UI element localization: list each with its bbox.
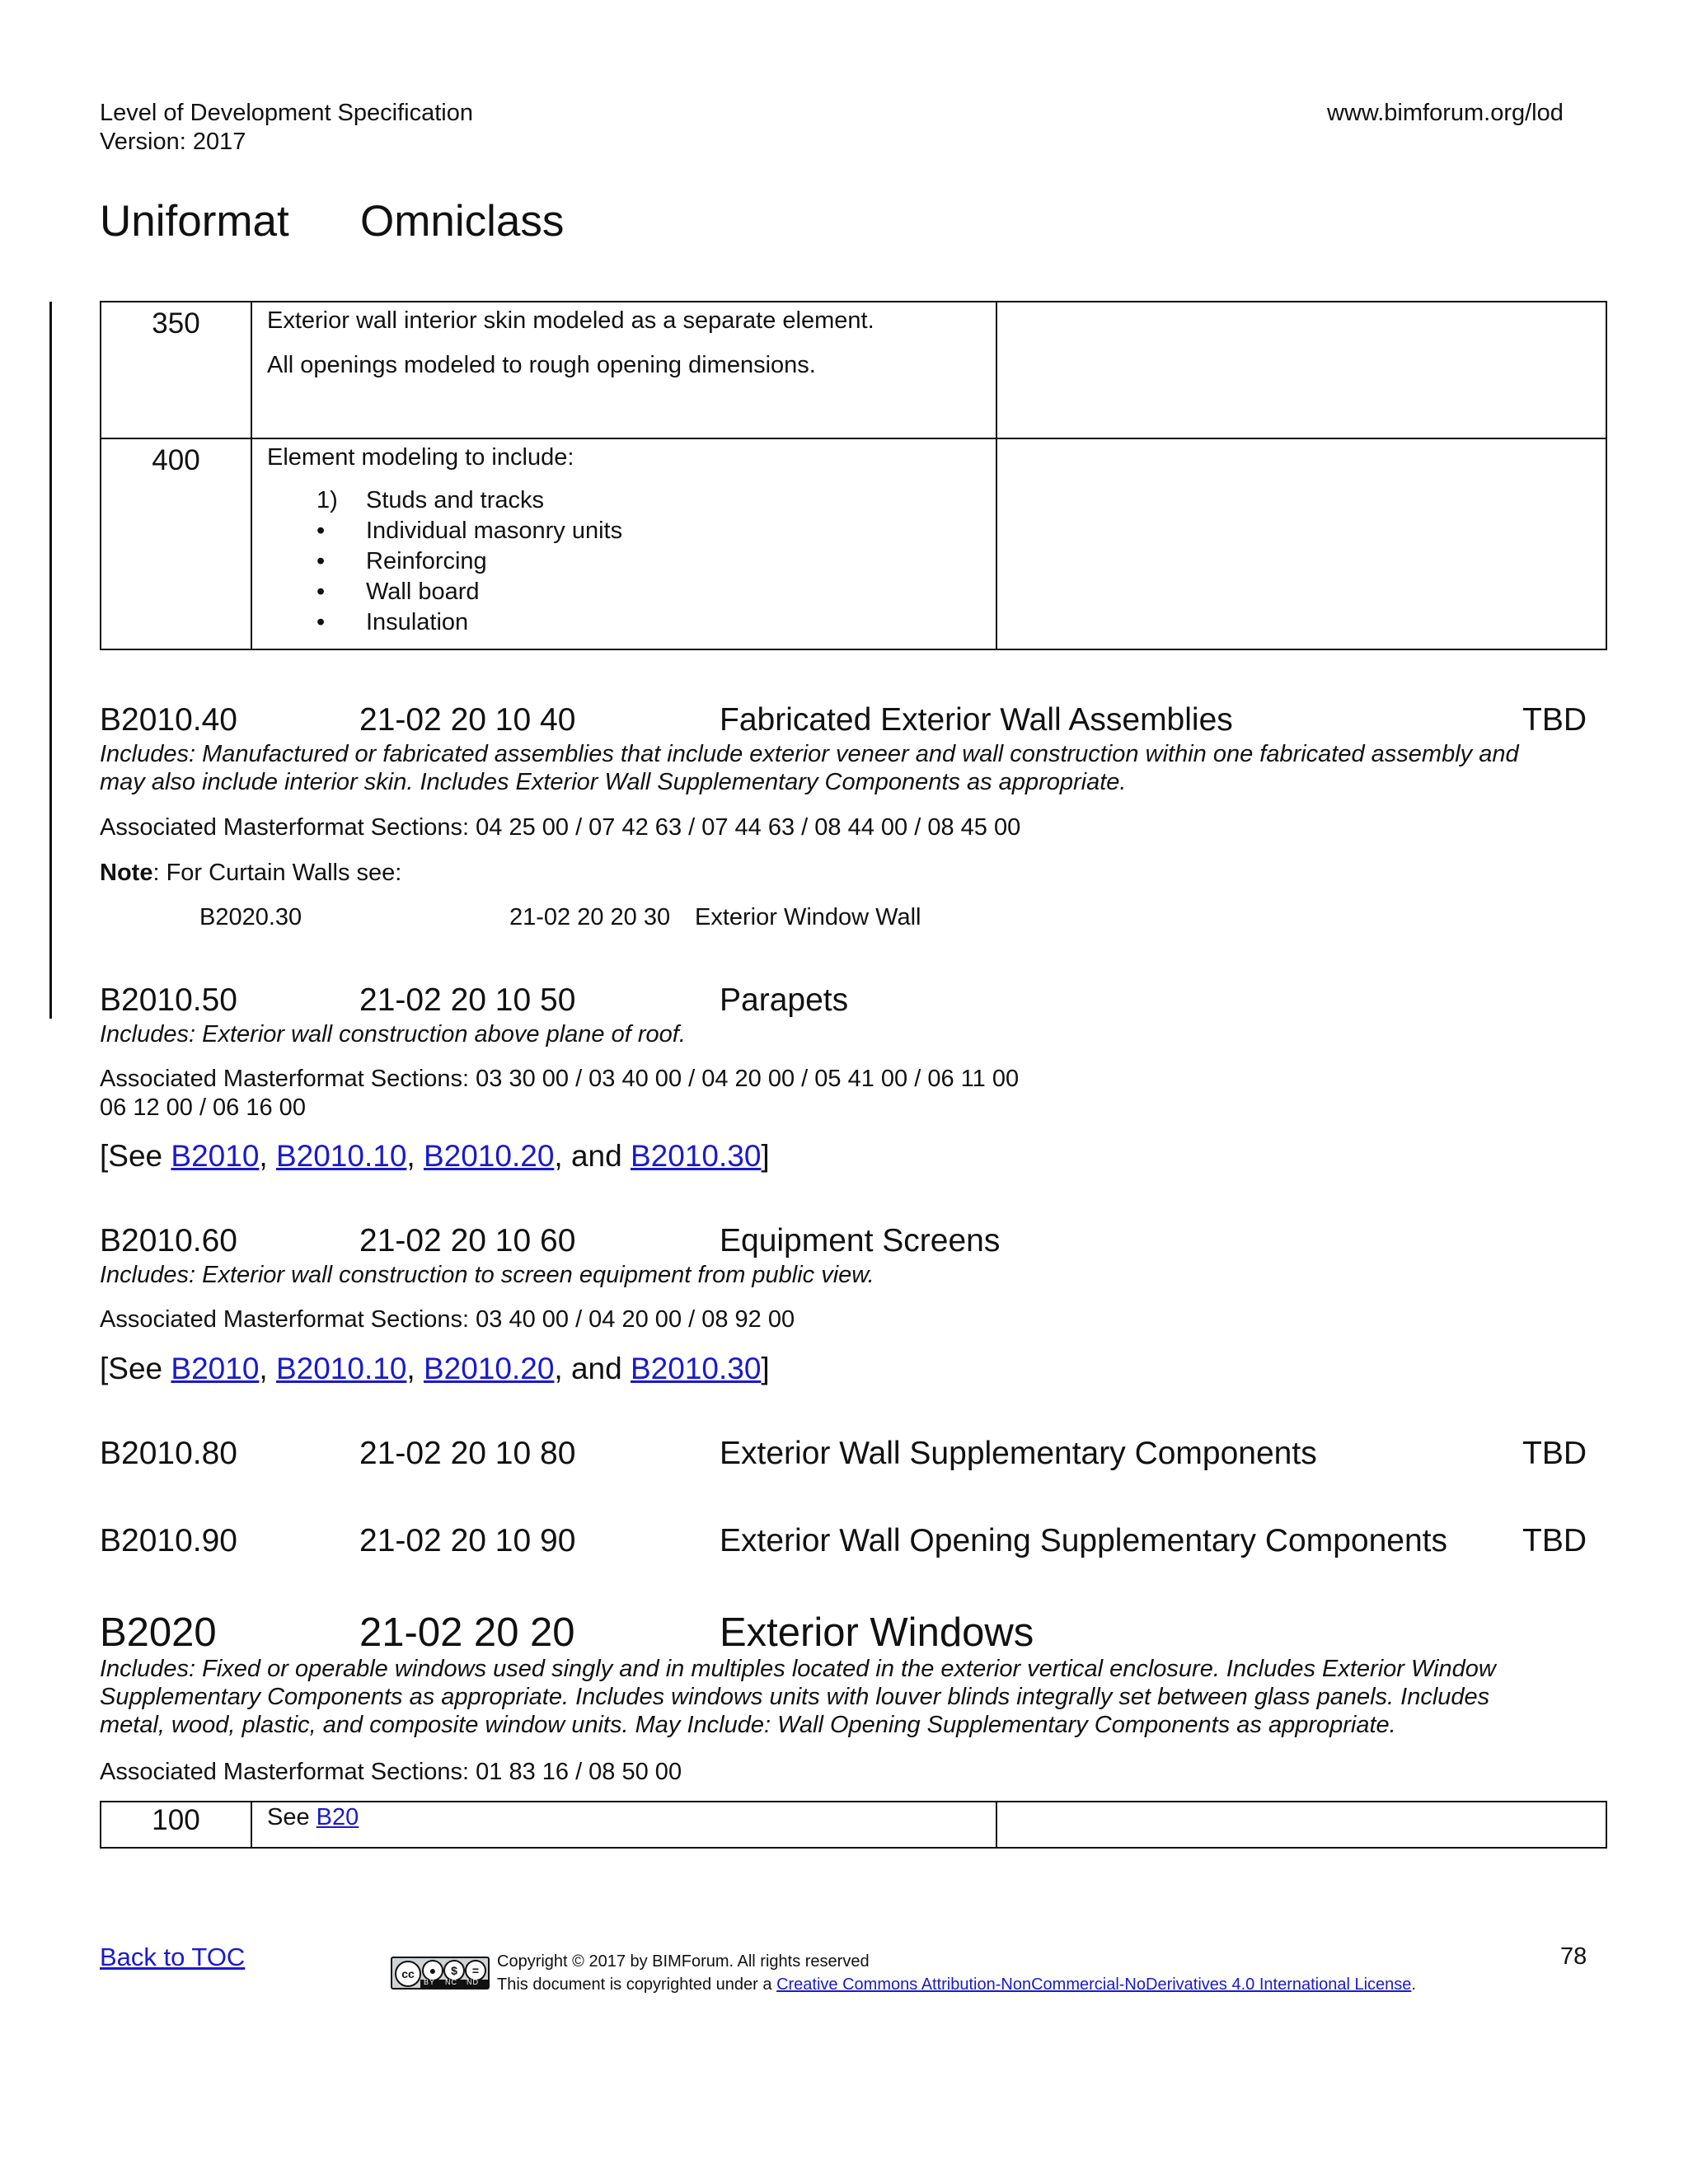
lod-notes-cell xyxy=(996,302,1606,438)
section-status: TBD xyxy=(1522,702,1587,738)
document-version: Version: 2017 xyxy=(100,129,246,155)
includes-line: Includes: Fixed or operable windows used singly and in multiples located in the exterior vertical enclosure. Includes Exterior Window xyxy=(100,1656,1496,1682)
list-item xyxy=(267,577,981,607)
section-title: Fabricated Exterior Wall Assemblies xyxy=(720,702,1233,738)
lod-table-bottom xyxy=(100,1801,1607,1849)
copyright-text: Copyright © 2017 by BIMForum. All rights reserved xyxy=(497,1952,870,1971)
masterformat-sections: Associated Masterformat Sections: 03 30 00 / 03 40 00 / 04 20 00 / 05 41 00 / 06 11 00 xyxy=(100,1066,1020,1092)
lod-description xyxy=(251,302,996,438)
note xyxy=(100,859,401,887)
see-also xyxy=(100,1352,770,1386)
separator: , and xyxy=(554,1352,631,1385)
list-text: Wall board xyxy=(366,579,480,605)
section-status: TBD xyxy=(1522,1523,1587,1558)
section-status: TBD xyxy=(1522,1436,1587,1471)
section-omniclass: 21-02 20 20 xyxy=(359,1610,575,1655)
cc-icon: cc xyxy=(395,1961,421,1987)
noderivatives-icon: = xyxy=(465,1960,486,1981)
link-b20[interactable]: B20 xyxy=(316,1804,359,1830)
bullet-icon: • xyxy=(316,518,326,544)
lod-notes-cell xyxy=(996,438,1606,649)
note-ref-code: B2020.30 xyxy=(199,904,302,930)
table-row xyxy=(101,438,1606,649)
badge-label: BY xyxy=(424,1978,436,1986)
includes-line: metal, wood, plastic, and composite window units. May Include: Wall Opening Supplementary Components as appropriate. xyxy=(100,1712,1396,1738)
license-link[interactable]: Creative Commons Attribution-NonCommercial-NoDerivatives 4.0 International License xyxy=(776,1975,1412,1994)
list-text: Individual masonry units xyxy=(366,518,623,544)
lod-level: 100 xyxy=(101,1802,251,1848)
note-text: : For Curtain Walls see: xyxy=(152,860,402,886)
document-title: Level of Development Specification xyxy=(100,100,473,126)
badge-label: ND xyxy=(467,1978,479,1986)
section-omniclass: 21-02 20 10 50 xyxy=(359,982,576,1018)
section-code: B2010.50 xyxy=(100,982,237,1018)
list-marker: 1) xyxy=(316,487,338,513)
creative-commons-badge[interactable] xyxy=(391,1957,490,1990)
separator: , and xyxy=(554,1139,631,1173)
list-item xyxy=(267,516,981,546)
back-to-toc-link[interactable]: Back to TOC xyxy=(100,1943,246,1971)
list-text: Insulation xyxy=(366,609,469,635)
see-open: [See xyxy=(100,1352,171,1385)
see-also xyxy=(100,1139,770,1174)
section-includes: Includes: Exterior wall construction above plane of roof. xyxy=(100,1021,686,1047)
link-b2010-20[interactable]: B2010.20 xyxy=(423,1139,555,1173)
see-close: ] xyxy=(761,1139,770,1173)
section-title: Exterior Wall Opening Supplementary Components xyxy=(720,1523,1447,1558)
column-heading-uniformat: Uniformat xyxy=(100,197,289,246)
link-b2010-10[interactable]: B2010.10 xyxy=(275,1139,407,1173)
section-code: B2010.40 xyxy=(100,702,237,738)
section-omniclass: 21-02 20 10 60 xyxy=(359,1223,576,1258)
section-includes xyxy=(100,740,1608,796)
separator: , xyxy=(406,1352,424,1385)
section-title: Parapets xyxy=(720,982,849,1018)
includes-line: may also include interior skin. Includes Exterior Wall Supplementary Components as appropriate. xyxy=(100,769,1127,795)
masterformat-sections: Associated Masterformat Sections: 03 40 00 / 04 20 00 / 08 92 00 xyxy=(100,1306,795,1333)
separator: , xyxy=(259,1139,276,1173)
section-title: Equipment Screens xyxy=(720,1223,1001,1258)
link-b2010[interactable]: B2010 xyxy=(171,1352,260,1385)
see-close: ] xyxy=(761,1352,770,1385)
section-omniclass: 21-02 20 10 90 xyxy=(359,1523,576,1558)
section-includes xyxy=(100,1655,1608,1739)
list-text: Reinforcing xyxy=(366,548,487,574)
note-ref-omniclass: 21-02 20 20 30 xyxy=(509,904,671,930)
bullet-icon: • xyxy=(316,548,326,574)
lod-level: 350 xyxy=(101,302,251,438)
table-row xyxy=(101,302,1606,438)
link-b2010[interactable]: B2010 xyxy=(171,1139,260,1173)
license-text xyxy=(497,1974,1416,1995)
header-url: www.bimforum.org/lod xyxy=(1327,100,1564,126)
lod-level: 400 xyxy=(101,438,251,649)
description-line: Element modeling to include: xyxy=(267,444,574,471)
section-title: Exterior Wall Supplementary Components xyxy=(720,1436,1317,1471)
includes-line: Includes: Manufactured or fabricated assemblies that include exterior veneer and wall construction within one fabricated assembly and xyxy=(100,741,1519,767)
masterformat-sections: Associated Masterformat Sections: 04 25 00 / 07 42 63 / 07 44 63 / 08 44 00 / 08 45 00 xyxy=(100,814,1021,841)
attribution-icon: ● xyxy=(422,1960,443,1981)
link-b2010-30[interactable]: B2010.30 xyxy=(630,1139,762,1173)
link-b2010-30[interactable]: B2010.30 xyxy=(630,1352,762,1385)
lod-description xyxy=(251,1802,996,1848)
link-b2010-10[interactable]: B2010.10 xyxy=(275,1352,407,1385)
column-heading-omniclass: Omniclass xyxy=(360,197,565,246)
lod-description xyxy=(251,438,996,649)
bullet-icon: • xyxy=(316,579,326,605)
link-b2010-20[interactable]: B2010.20 xyxy=(423,1352,555,1385)
includes-line: Supplementary Components as appropriate. Includes windows units with louver blinds integrally set between glass panels. Includes xyxy=(100,1684,1490,1710)
section-code: B2020 xyxy=(100,1610,217,1655)
license-strip xyxy=(420,1980,488,1988)
section-includes: Includes: Exterior wall construction to screen equipment from public view. xyxy=(100,1262,874,1288)
note-label: Note xyxy=(100,860,153,886)
masterformat-sections-cont: 06 12 00 / 06 16 00 xyxy=(100,1094,306,1121)
list-item xyxy=(267,546,981,577)
list-item xyxy=(267,607,981,638)
list-item xyxy=(267,485,981,516)
lod-notes-cell xyxy=(996,1802,1606,1848)
section-title: Exterior Windows xyxy=(720,1610,1034,1655)
section-omniclass: 21-02 20 10 40 xyxy=(359,702,576,738)
separator: , xyxy=(406,1139,424,1173)
change-bar xyxy=(49,302,52,1019)
badge-label: NC xyxy=(445,1978,457,1986)
license-suffix: . xyxy=(1411,1975,1416,1994)
separator: , xyxy=(259,1352,276,1385)
masterformat-sections: Associated Masterformat Sections: 01 83 16 / 08 50 00 xyxy=(100,1759,682,1785)
description-line: All openings modeled to rough opening dimensions. xyxy=(267,352,816,378)
license-prefix: This document is copyrighted under a xyxy=(497,1975,777,1994)
bullet-icon: • xyxy=(316,609,326,635)
page-number: 78 xyxy=(1560,1943,1587,1970)
description-line: Exterior wall interior skin modeled as a separate element. xyxy=(267,307,874,334)
see-label: See xyxy=(267,1804,316,1830)
lod-table-top xyxy=(100,301,1607,650)
noncommercial-icon: $ xyxy=(443,1960,465,1981)
section-code: B2010.60 xyxy=(100,1223,237,1258)
see-open: [See xyxy=(100,1139,171,1173)
table-row xyxy=(101,1802,1606,1848)
section-omniclass: 21-02 20 10 80 xyxy=(359,1436,576,1471)
note-ref-title: Exterior Window Wall xyxy=(695,904,921,930)
section-code: B2010.90 xyxy=(100,1523,237,1558)
list-text: Studs and tracks xyxy=(366,487,544,513)
section-code: B2010.80 xyxy=(100,1436,237,1471)
